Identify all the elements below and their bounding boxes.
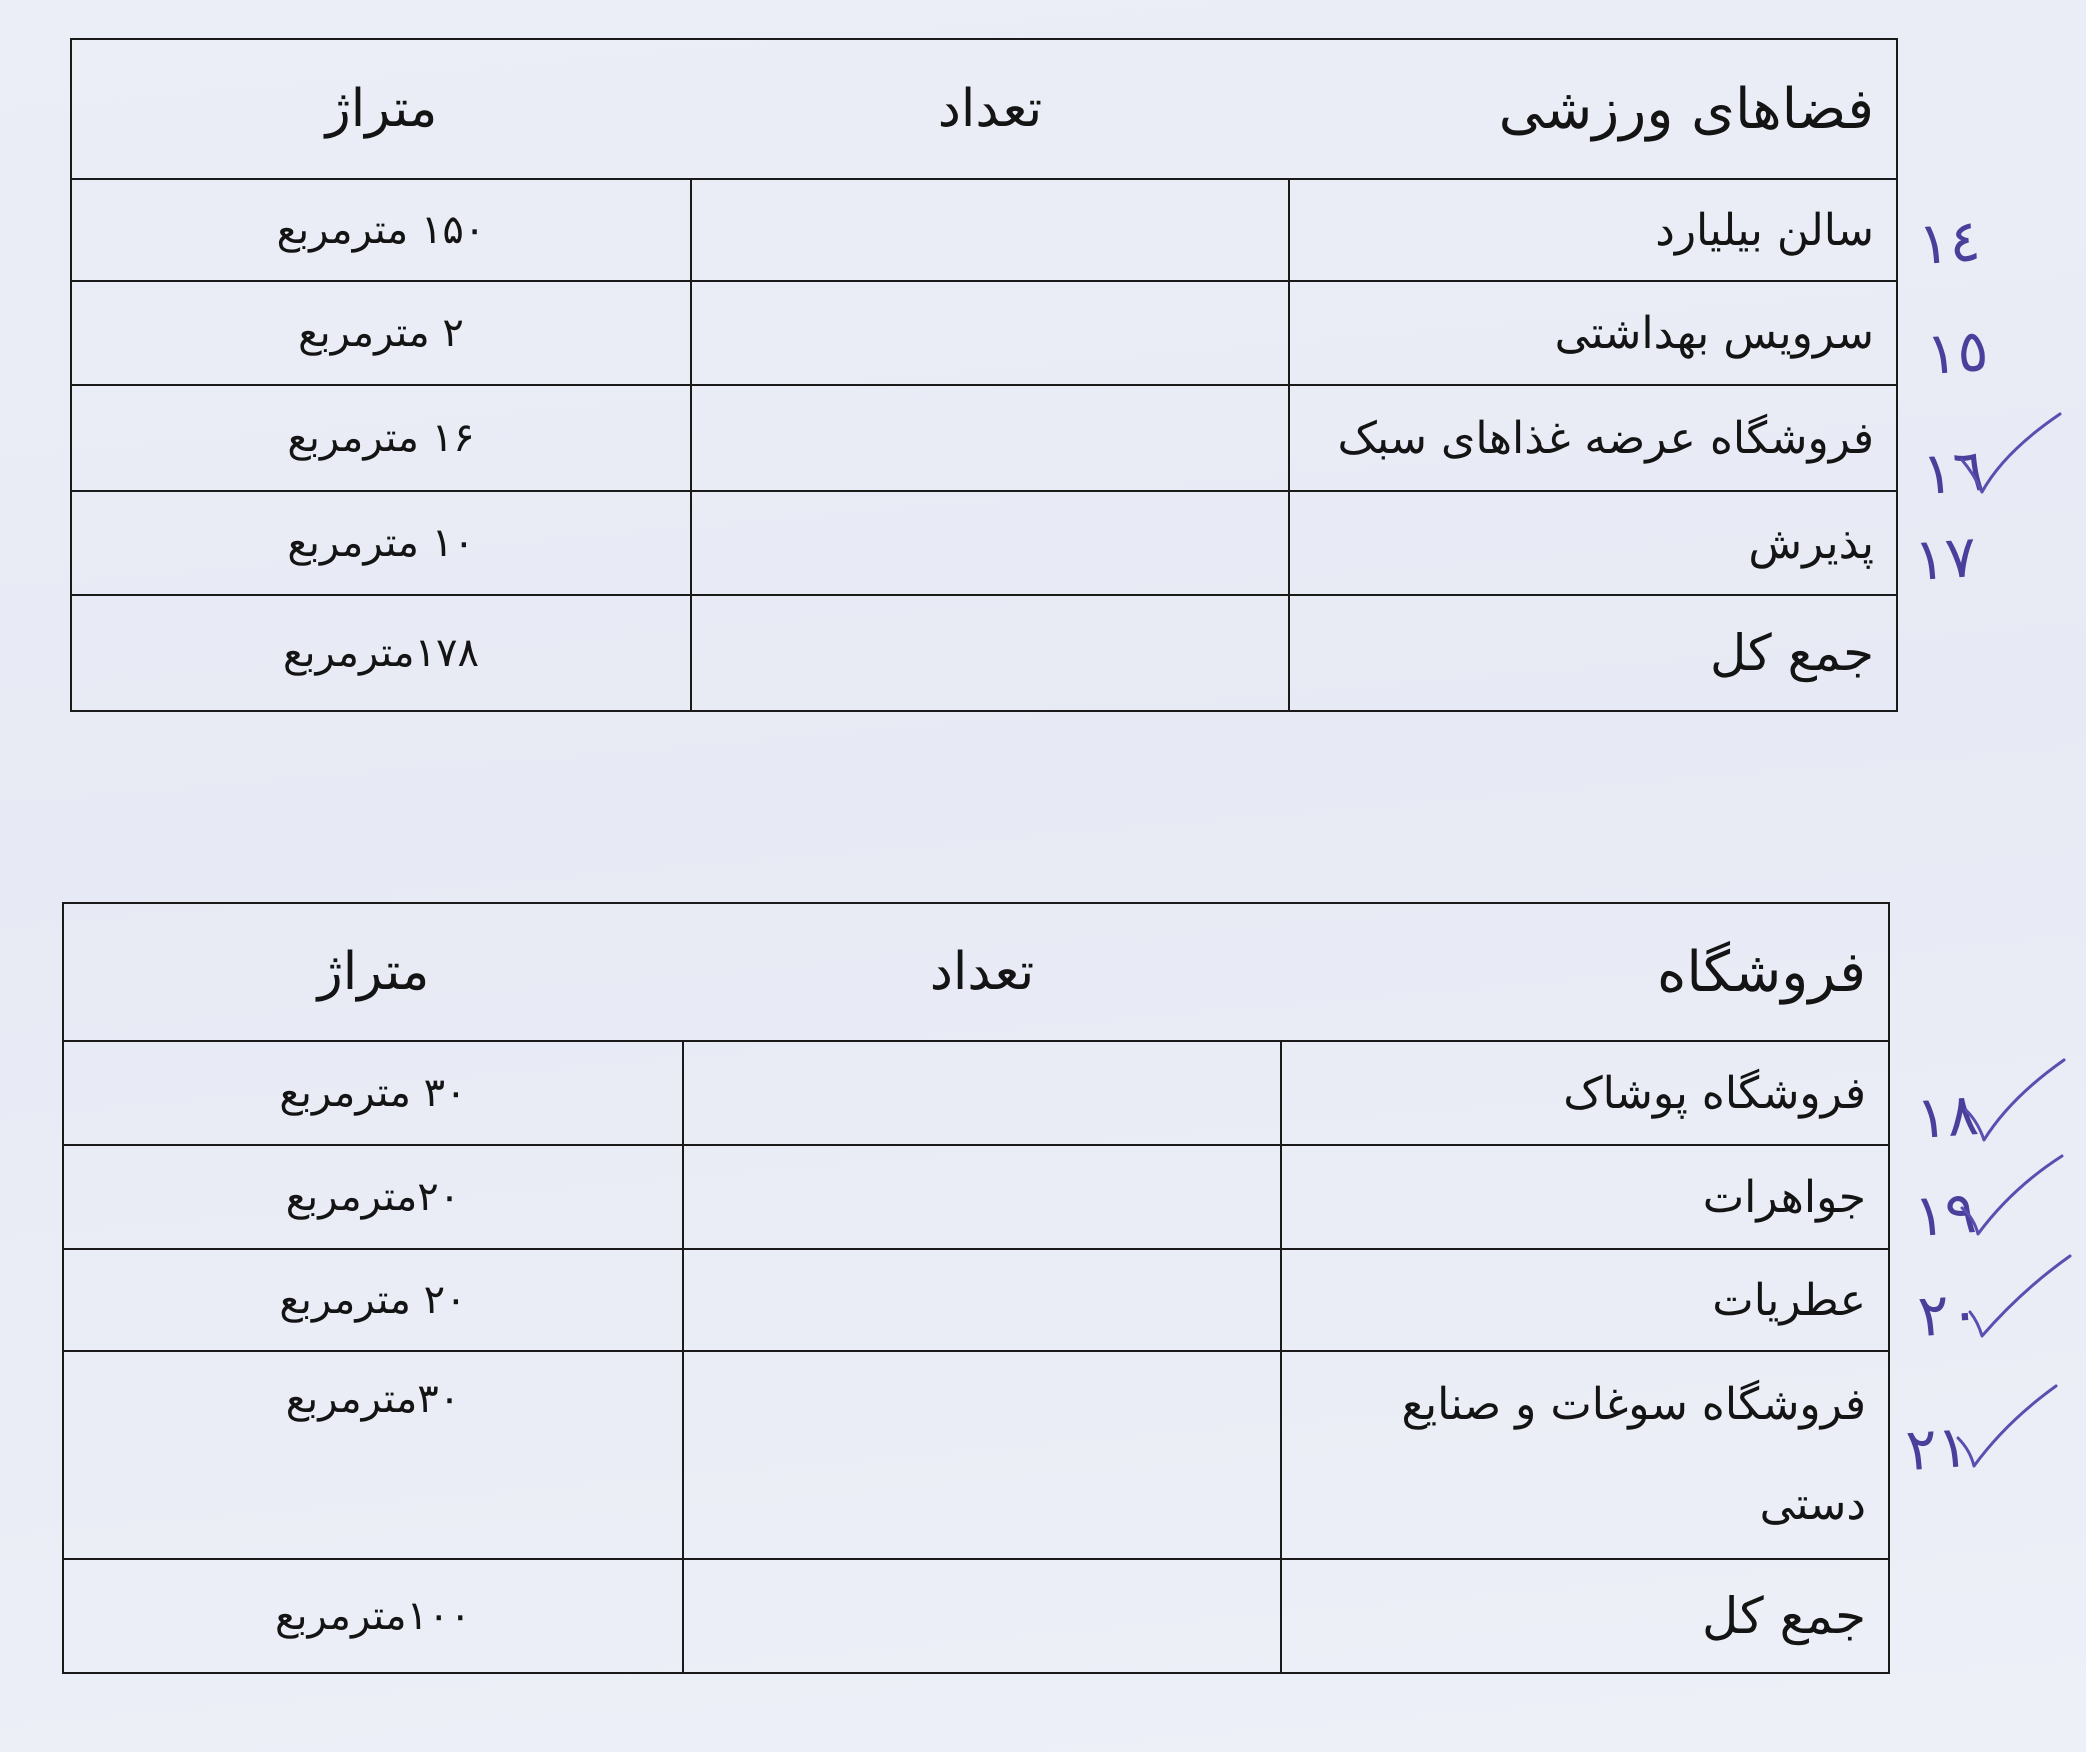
row-name-line-1: فروشگاه سوغات و صنایع	[1401, 1379, 1866, 1430]
table-header-row	[63, 903, 1889, 1041]
row-area: ۱۵۰ مترمربع	[71, 179, 691, 281]
check-mark-icon	[1960, 1054, 2070, 1144]
row-name-line-2: دستی	[1759, 1479, 1866, 1530]
row-name: فروشگاه پوشاک	[1281, 1041, 1889, 1145]
row-name: عطریات	[1281, 1249, 1889, 1351]
check-mark-icon	[1952, 1380, 2062, 1470]
table-shops	[62, 902, 1890, 1674]
table-row	[63, 1351, 1889, 1559]
handwritten-number: ٢٠	[1915, 1277, 1983, 1351]
table-total-row	[63, 1559, 1889, 1673]
table-row	[71, 281, 1897, 385]
table-row	[71, 385, 1897, 491]
row-count	[691, 179, 1289, 281]
header-count: تعداد	[683, 903, 1281, 1041]
row-name: سرویس بهداشتی	[1289, 281, 1897, 385]
table-row	[63, 1145, 1889, 1249]
row-area: ۱۶ مترمربع	[71, 385, 691, 491]
handwritten-number: ١٥	[1923, 315, 1991, 389]
handwritten-number: ١٦	[1919, 435, 1987, 509]
handwritten-number: ١٤	[1915, 205, 1983, 279]
row-name: جواهرات	[1281, 1145, 1889, 1249]
table-header-row	[71, 39, 1897, 179]
table-row	[71, 491, 1897, 595]
header-count: تعداد	[691, 39, 1289, 179]
row-name: فروشگاه عرضه غذاهای سبک	[1289, 385, 1897, 491]
total-count	[683, 1559, 1281, 1673]
total-label: جمع کل	[1281, 1559, 1889, 1673]
row-area: ۲ مترمربع	[71, 281, 691, 385]
total-area: ۱۷۸مترمربع	[71, 595, 691, 711]
check-mark-icon	[1956, 408, 2066, 498]
row-count	[691, 385, 1289, 491]
header-area: متراژ	[63, 903, 683, 1041]
row-area: ۳۰مترمربع	[63, 1351, 683, 1559]
handwritten-number: ٢١	[1903, 1411, 1971, 1485]
table-row	[63, 1041, 1889, 1145]
row-name: پذیرش	[1289, 491, 1897, 595]
table-row	[63, 1249, 1889, 1351]
total-count	[691, 595, 1289, 711]
total-area: ۱۰۰مترمربع	[63, 1559, 683, 1673]
handwritten-number: ١٨	[1913, 1079, 1981, 1153]
row-count	[691, 491, 1289, 595]
row-area: ۲۰مترمربع	[63, 1145, 683, 1249]
row-count	[683, 1249, 1281, 1351]
row-name-multiline	[1281, 1351, 1889, 1559]
row-area: ۱۰ مترمربع	[71, 491, 691, 595]
check-mark-icon	[1958, 1148, 2068, 1238]
table-total-row	[71, 595, 1897, 711]
table-row	[71, 179, 1897, 281]
row-count	[683, 1145, 1281, 1249]
check-mark-icon	[1966, 1250, 2076, 1340]
total-label: جمع کل	[1289, 595, 1897, 711]
handwritten-number: ١٩	[1911, 1177, 1979, 1251]
row-count	[683, 1351, 1281, 1559]
header-name: فضاهای ورزشی	[1289, 39, 1897, 179]
handwritten-number: ١٧	[1911, 521, 1979, 595]
row-name: سالن بیلیارد	[1289, 179, 1897, 281]
row-area: ۳۰ مترمربع	[63, 1041, 683, 1145]
header-name: فروشگاه	[1281, 903, 1889, 1041]
row-count	[683, 1041, 1281, 1145]
row-count	[691, 281, 1289, 385]
table-sports-spaces	[70, 38, 1898, 712]
row-area: ۲۰ مترمربع	[63, 1249, 683, 1351]
header-area: متراژ	[71, 39, 691, 179]
